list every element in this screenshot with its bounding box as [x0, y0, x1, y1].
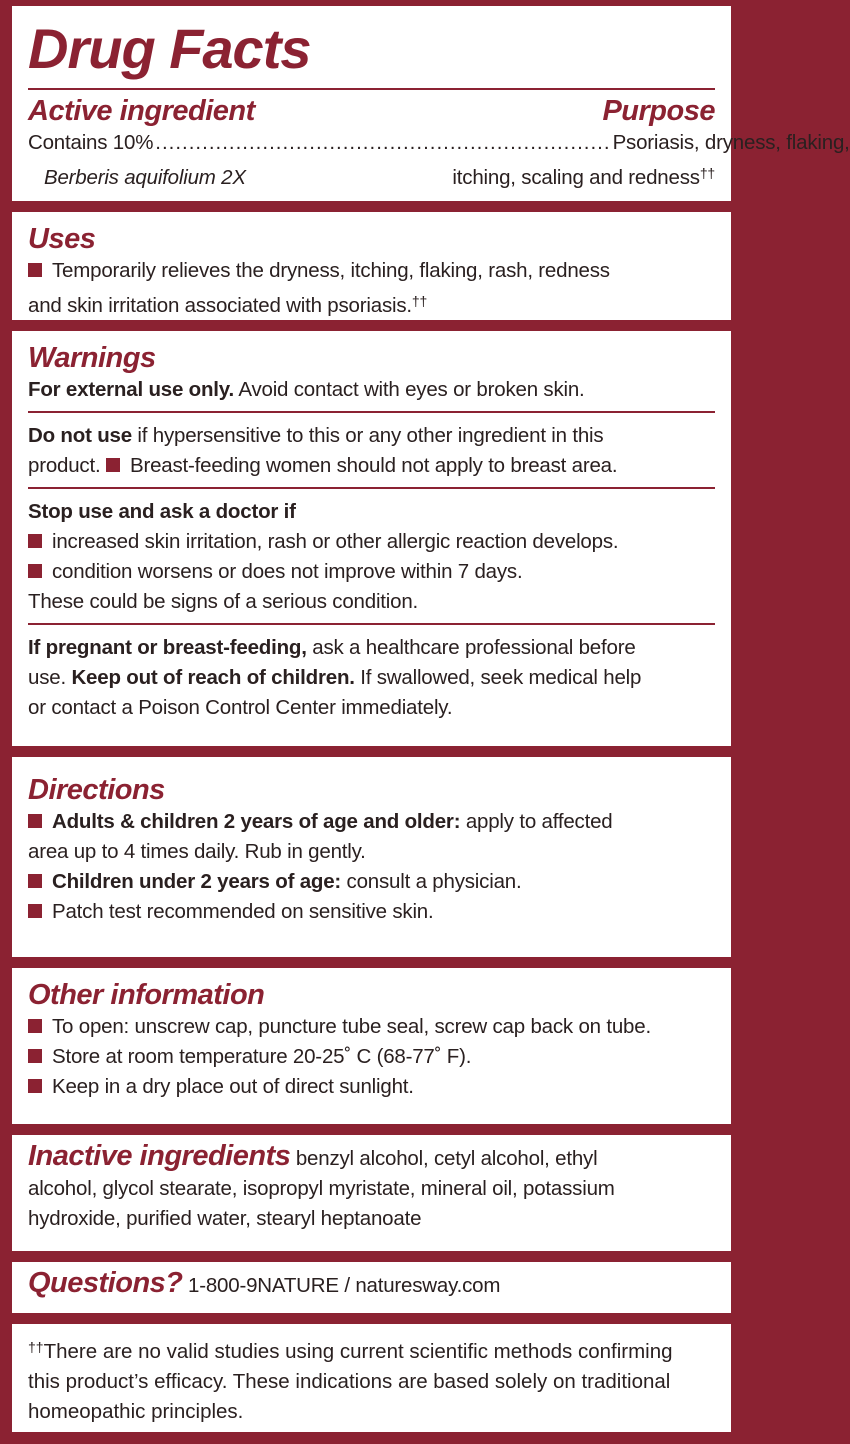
directions-panel [12, 757, 731, 957]
dagger-mark: †† [411, 293, 428, 309]
warnings-divider-3 [28, 623, 715, 625]
directions-item-3: Patch test recommended on sensitive skin. [28, 897, 715, 927]
stop-use-line-3: These could be signs of a serious condition. [28, 590, 419, 613]
footnote-line-1: ††There are no valid studies using current scientific methods confirming [28, 1339, 673, 1363]
uses-line-2: and skin irritation associated with psoriasis.†† [28, 293, 428, 317]
purpose-heading: Purpose [602, 95, 715, 127]
questions-line [28, 1268, 715, 1301]
footnote-line-3: homeopathic principles. [28, 1400, 244, 1423]
warnings-heading: Warnings [28, 342, 156, 374]
warnings-divider-1 [28, 411, 715, 413]
bullet-square-icon [28, 874, 42, 888]
bullet-square-icon [28, 904, 42, 918]
leader-dots: .................................................................... [155, 131, 611, 154]
external-use-line: For external use only. Avoid contact with eyes or broken skin. [28, 378, 585, 401]
bullet-square-icon [28, 1019, 42, 1033]
bullet-square-icon [28, 263, 42, 277]
uses-panel [12, 212, 731, 320]
warnings-divider-2 [28, 487, 715, 489]
other-item-3: Keep in a dry place out of direct sunlight. [28, 1072, 715, 1102]
title-divider [28, 88, 715, 90]
drug-facts-panel [12, 6, 850, 201]
inactive-ingredients-heading: Inactive ingredients [28, 1140, 291, 1172]
directions-item-1-cont: area up to 4 times daily. Rub in gently. [28, 840, 366, 863]
do-not-use-line-2: product. Breast-feeding women should not apply to breast area. [28, 454, 618, 477]
active-heading-row [28, 94, 715, 128]
directions-heading: Directions [28, 774, 165, 806]
bullet-square-icon [28, 1049, 42, 1063]
other-information-panel [12, 968, 731, 1124]
uses-line-1: Temporarily relieves the dryness, itching, flaking, rash, redness [28, 256, 715, 286]
drug-facts-title: Drug Facts [28, 17, 311, 80]
other-item-1: To open: unscrew cap, puncture tube seal, screw cap back on tube. [28, 1012, 715, 1042]
stop-use-item-1: increased skin irritation, rash or other allergic reaction develops. [28, 527, 715, 557]
active-ingredient-heading: Active ingredient [28, 95, 255, 127]
active-amount: Contains 10% [28, 131, 154, 154]
questions-panel [12, 1262, 731, 1313]
inactive-line-2: alcohol, glycol stearate, isopropyl myristate, mineral oil, potassium [28, 1177, 615, 1200]
active-row-2 [28, 158, 715, 193]
purpose-line-1: Psoriasis, dryness, flaking, [612, 131, 850, 154]
directions-item-1: Adults & children 2 years of age and older: apply to affected [28, 807, 715, 837]
footnote-line-2: this product’s efficacy. These indications are based solely on traditional [28, 1370, 671, 1393]
bullet-square-icon [28, 564, 42, 578]
inactive-line-3: hydroxide, purified water, stearyl heptanoate [28, 1207, 422, 1230]
bullet-square-icon [106, 458, 120, 472]
pregnant-line-1: If pregnant or breast-feeding, ask a healthcare professional before [28, 636, 636, 659]
stop-use-item-2: condition worsens or does not improve within 7 days. [28, 557, 715, 587]
inactive-line-1: Inactive ingredients benzyl alcohol, cetyl alcohol, ethyl [28, 1140, 598, 1172]
inactive-ingredients-panel [12, 1135, 731, 1251]
active-ingredient-name: Berberis aquifolium 2X [44, 166, 246, 189]
directions-item-2: Children under 2 years of age: consult a physician. [28, 867, 715, 897]
active-row-1 [28, 128, 850, 158]
stop-use-heading: Stop use and ask a doctor if [28, 500, 296, 523]
bullet-square-icon [28, 814, 42, 828]
uses-heading: Uses [28, 223, 96, 255]
pregnant-line-2: use. Keep out of reach of children. If swallowed, seek medical help [28, 666, 642, 689]
other-item-2: Store at room temperature 20-25˚ C (68-77˚ F). [28, 1042, 715, 1072]
questions-heading: Questions? [28, 1267, 183, 1299]
dagger-mark: †† [28, 1339, 44, 1355]
do-not-use-line-1: Do not use if hypersensitive to this or any other ingredient in this [28, 424, 604, 447]
other-information-heading: Other information [28, 979, 265, 1011]
purpose-line-2: itching, scaling and redness†† [452, 165, 715, 189]
dagger-mark: †† [699, 165, 715, 181]
bullet-square-icon [28, 534, 42, 548]
pregnant-line-3: or contact a Poison Control Center immediately. [28, 696, 453, 719]
contact-info: 1-800-9NATURE / naturesway.com [182, 1274, 501, 1297]
bullet-square-icon [28, 1079, 42, 1093]
footnote-panel [12, 1324, 731, 1432]
warnings-panel [12, 331, 731, 746]
